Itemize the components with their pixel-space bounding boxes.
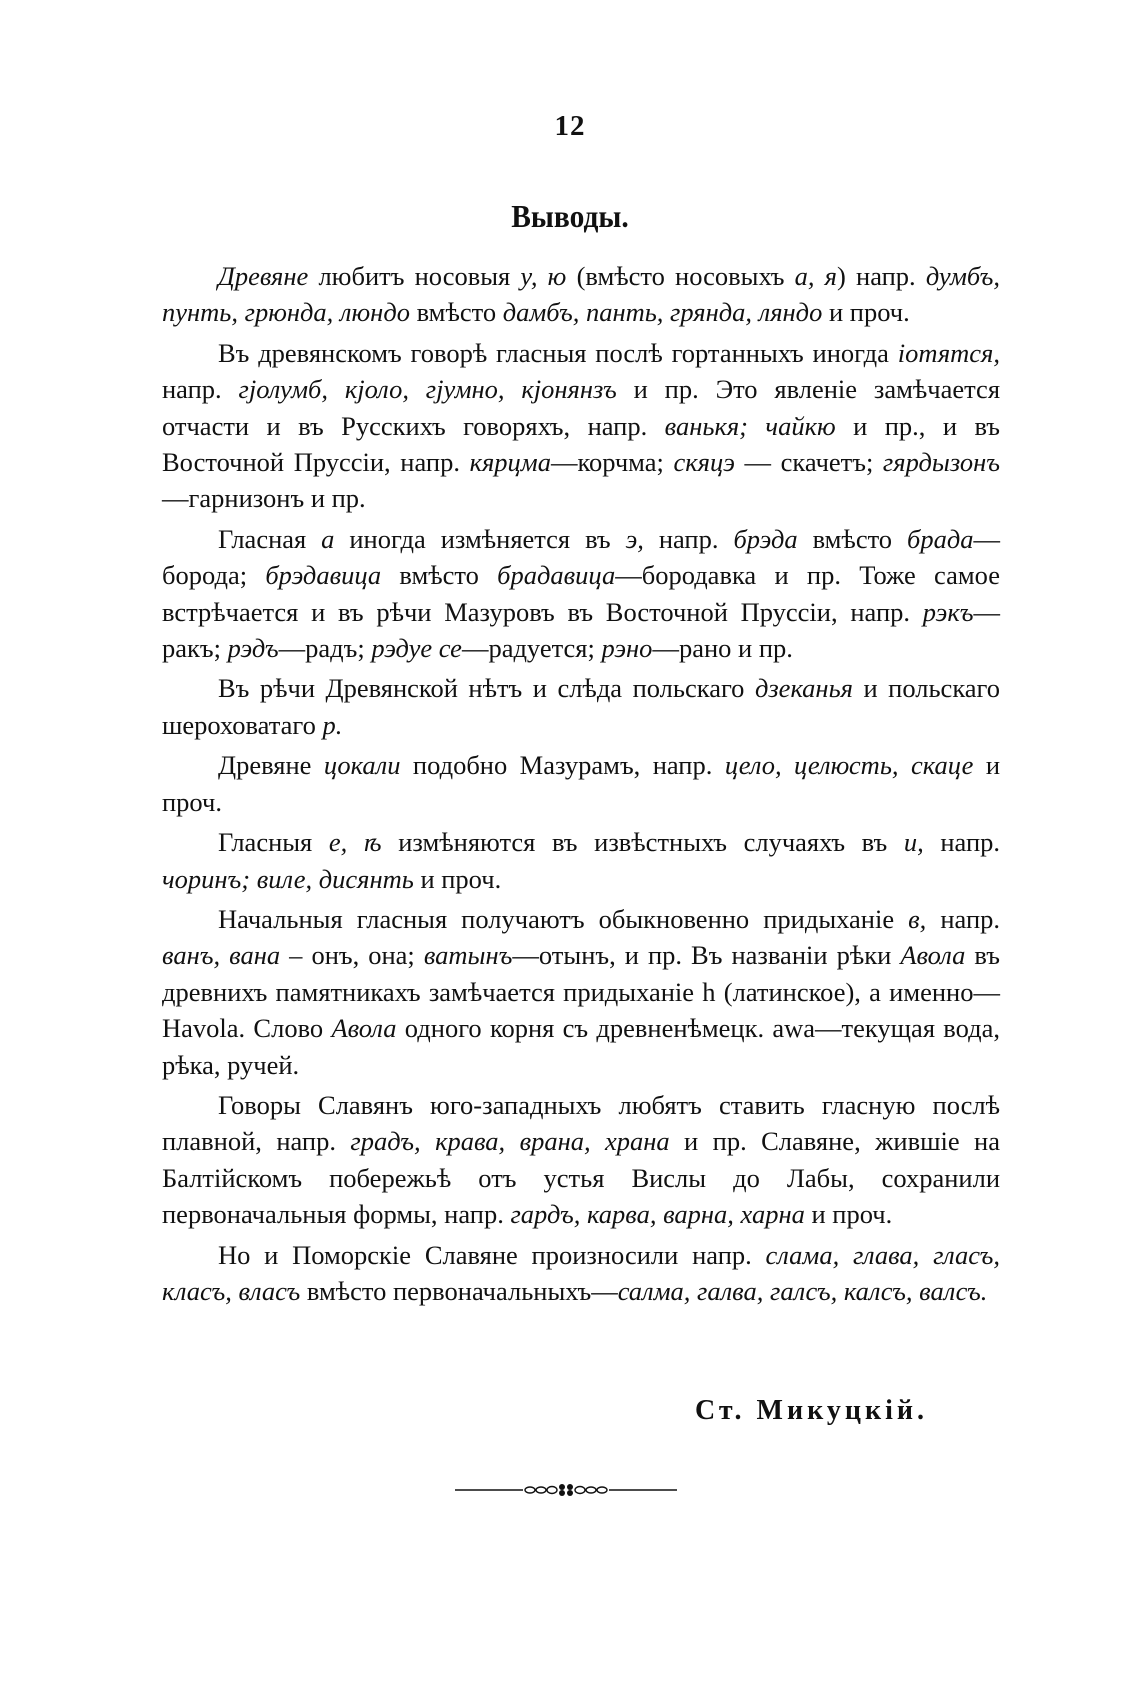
- paragraph-3: [162, 521, 1000, 667]
- p3-l: брадавица: [497, 560, 616, 591]
- p8-b: градъ, крава, врана, храна: [350, 1126, 670, 1157]
- p3-f: брэда: [733, 523, 798, 554]
- p1-i: дамбъ, панть, грянда, ляндо: [502, 297, 823, 328]
- p2-k: — скачетъ;: [734, 447, 883, 478]
- p1-c: у, ю: [520, 261, 567, 291]
- p2-j: скяцэ: [673, 447, 735, 478]
- p5-d: цело, целюсть, скаце: [724, 750, 974, 781]
- paragraph-8: [162, 1087, 1000, 1233]
- page-number: 12: [554, 110, 586, 142]
- p7-i: въ древнихъ памятникахъ замѣчается придыханіе h (латинское), а именно—Havola. Слово: [162, 940, 1000, 1044]
- p7-f: ватынъ: [423, 940, 513, 971]
- p6-d: и,: [903, 827, 924, 858]
- p3-j: брэдавица: [265, 560, 382, 591]
- p7-h: Авола: [900, 940, 966, 971]
- p7-c: напр.: [926, 903, 1000, 934]
- p1-f: ) напр.: [837, 261, 926, 291]
- p2-b: іотятся,: [897, 337, 1000, 368]
- p7-a: Начальныя гласныя получаютъ обыкновенно придыханіе: [218, 903, 909, 934]
- p6-g: и проч.: [413, 863, 502, 894]
- paragraph-5: [162, 747, 1000, 820]
- p4-b: дзеканья: [754, 673, 853, 704]
- paragraph-1: [162, 258, 1000, 331]
- p2-i: —корчма;: [550, 447, 674, 478]
- p5-e: и проч.: [162, 750, 1001, 817]
- paragraph-9: [162, 1237, 1000, 1310]
- paragraph-6: [162, 824, 1000, 897]
- p3-b: а: [321, 523, 335, 554]
- p8-a: Говоры Славянъ юго-западныхъ любятъ ставить гласную послѣ плавной, напр.: [162, 1089, 1000, 1157]
- p3-e: напр.: [643, 523, 734, 554]
- p7-g: —отынъ, и пр. Въ названіи рѣки: [512, 940, 901, 971]
- p3-m: —бородавка и пр. Тоже самое встрѣчается и въ рѣчи Мазуровъ въ Восточной Пруссіи, напр.: [162, 560, 1000, 627]
- ornament-divider-icon: [455, 1483, 677, 1497]
- paragraph-4: [162, 670, 1000, 743]
- p3-p: рэдъ: [227, 633, 279, 664]
- p7-k: одного корня съ древненѣмецк. awa—текущая вода, рѣка, ручей.: [162, 1013, 1000, 1080]
- p3-u: —рано и пр.: [652, 633, 793, 664]
- p5-a: Древяне: [218, 750, 324, 781]
- p2-c: напр.: [162, 374, 239, 405]
- p8-c: и пр. Славяне, жившіе на Балтійскомъ побережьѣ отъ устья Вислы до Лабы, сохранили первоначальныя формы, напр.: [162, 1126, 1000, 1230]
- p3-h: брада: [907, 523, 974, 554]
- p1-e: а, я: [794, 261, 837, 291]
- p3-c: иногда измѣняется въ: [334, 523, 626, 554]
- p2-h: кярцма: [469, 447, 551, 478]
- p3-t: рэно: [601, 633, 653, 664]
- p3-r: рэдуе се: [371, 633, 462, 664]
- p2-a: Въ древянскомъ говорѣ гласныя послѣ гортанныхъ иногда: [218, 337, 898, 368]
- p2-e: и пр. Это явленіе замѣчается отчасти и въ Русскихъ говоряхъ, напр.: [162, 374, 1001, 441]
- p1-d: (вмѣсто носовыхъ: [566, 261, 795, 291]
- p5-c: подобно Мазурамъ, напр.: [400, 750, 725, 781]
- p7-b: в,: [908, 903, 927, 934]
- p3-d: э,: [625, 523, 644, 554]
- p6-b: е, ѣ: [328, 827, 382, 858]
- p1-h: вмѣсто: [409, 297, 503, 328]
- p2-g: и пр., и въ Восточной Пруссіи, напр.: [162, 410, 1001, 478]
- p2-d: гјолумб, кјоло, гјумно, кјонянзъ: [238, 374, 617, 405]
- p6-e: напр.: [923, 827, 1001, 858]
- p3-o: —ракъ;: [162, 596, 1000, 664]
- p1-b: любитъ носовыя: [308, 261, 521, 291]
- p2-l: гярдызонъ: [882, 447, 1000, 478]
- p6-f: чоринъ; виле, дисянть: [162, 863, 414, 894]
- p3-g: вмѣсто: [797, 523, 908, 554]
- author-signature: Ст. Микуцкій.: [695, 1395, 928, 1426]
- p4-c: и польскаго шероховатаго: [162, 673, 1001, 740]
- p9-c: вмѣсто первоначальныхъ—: [300, 1275, 618, 1306]
- p3-k: вмѣсто: [381, 560, 498, 591]
- paragraph-7: [162, 901, 1000, 1083]
- p9-a: Но и Поморскіе Славяне произносили напр.: [218, 1239, 766, 1270]
- p3-n: рэкъ: [922, 596, 974, 627]
- paragraph-2: [162, 335, 1000, 517]
- p3-i: —борода;: [162, 523, 1000, 591]
- section-heading: Выводы.: [511, 198, 629, 234]
- p1-g: думбъ, пунть, грюнда, люндо: [162, 261, 1000, 328]
- p2-m: —гарнизонъ и пр.: [162, 483, 366, 514]
- p1-a: Древяне: [218, 261, 309, 291]
- p7-j: Авола: [331, 1013, 397, 1044]
- p1-j: и проч.: [822, 297, 910, 328]
- p7-e: – онъ, она;: [280, 940, 424, 971]
- p3-q: —радъ;: [278, 633, 372, 664]
- p9-d: салма, галва, галсъ, калсъ, валсъ.: [617, 1275, 988, 1306]
- p8-d: гардъ, карва, варна, харна: [510, 1199, 805, 1230]
- p6-a: Гласныя: [218, 827, 329, 858]
- p5-b: цокали: [323, 750, 401, 781]
- p3-s: —радуется;: [461, 633, 602, 664]
- p6-c: измѣняются въ извѣстныхъ случаяхъ въ: [381, 827, 904, 858]
- p4-a: Въ рѣчи Древянской нѣтъ и слѣда польскаго: [218, 673, 755, 704]
- p7-d: ванъ, вана: [162, 940, 281, 971]
- p4-d: р.: [322, 709, 343, 740]
- p8-e: и проч.: [804, 1199, 893, 1230]
- p9-b: слама, глава, гласъ, класъ, власъ: [162, 1239, 1000, 1306]
- body-text: [162, 258, 1000, 1313]
- p3-a: Гласная: [218, 523, 322, 554]
- p2-f: ванькя; чайкю: [664, 410, 836, 441]
